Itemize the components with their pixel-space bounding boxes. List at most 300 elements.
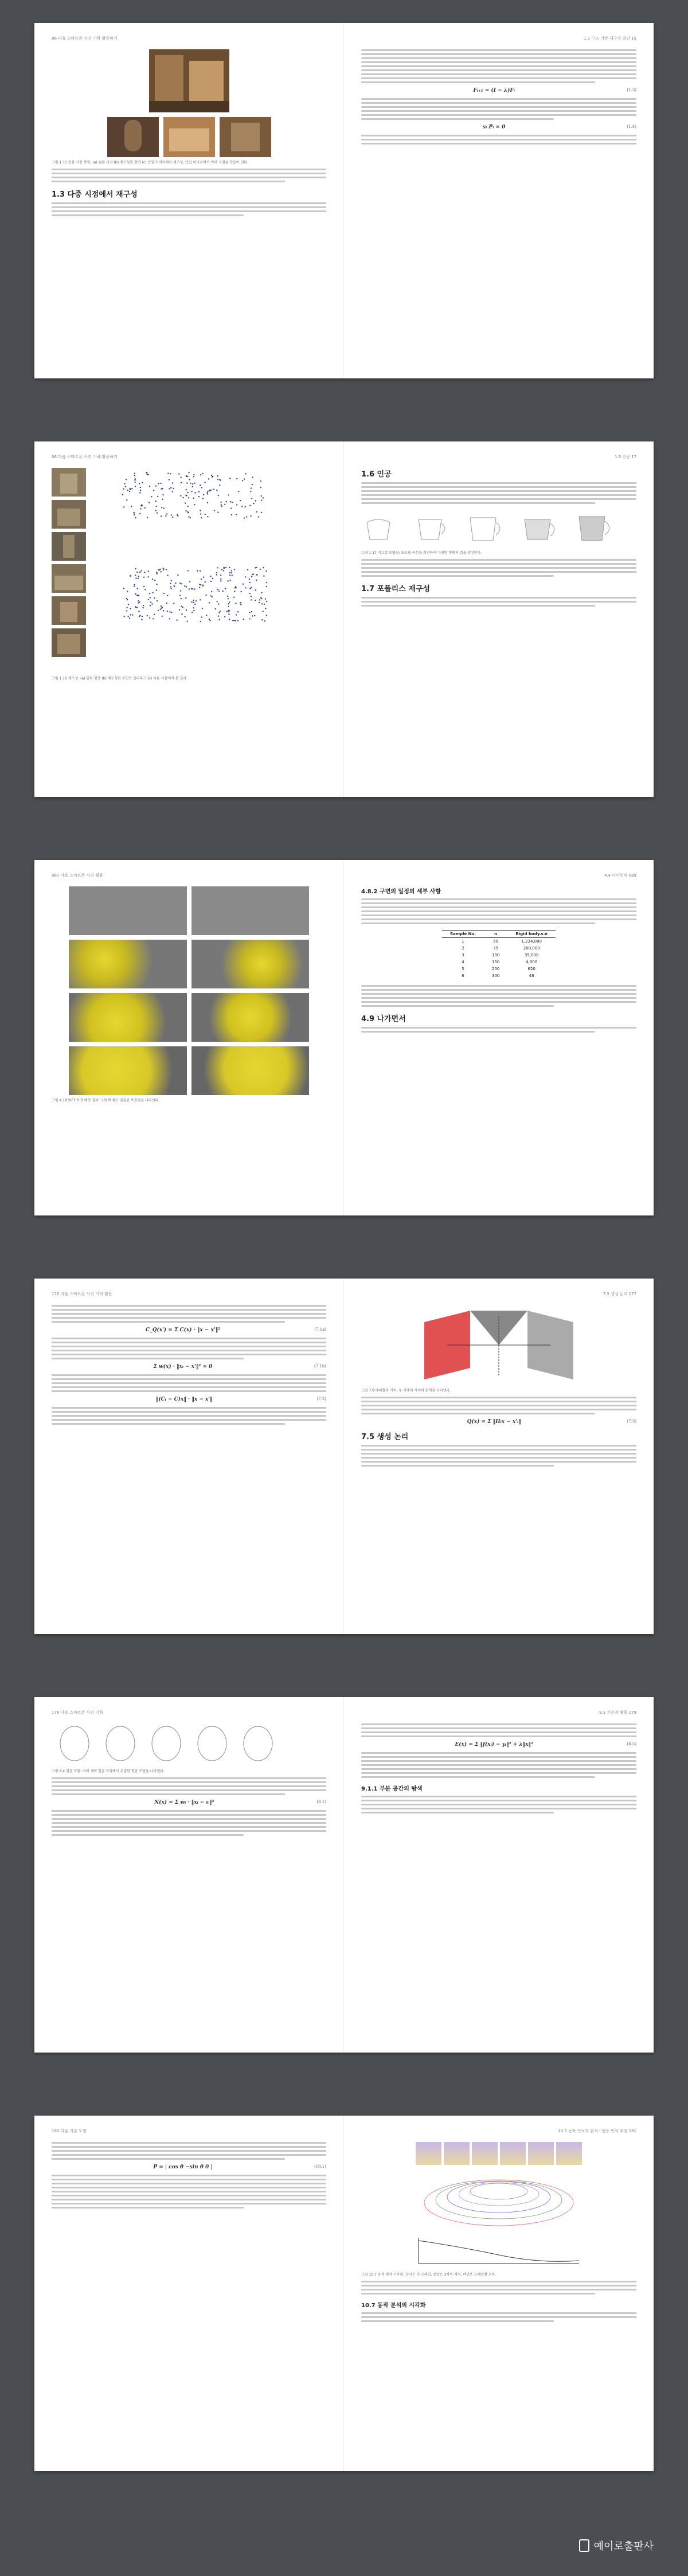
cloud-point (220, 580, 221, 581)
cloud-point (135, 577, 136, 578)
cloud-point (249, 588, 251, 589)
equation-number: (7.3) (627, 1419, 636, 1424)
cloud-point (251, 611, 252, 612)
cloud-point (136, 595, 138, 596)
cloud-point (227, 596, 228, 597)
cloud-point (230, 580, 231, 581)
page-left-3 (34, 860, 344, 1215)
cloud-point (187, 570, 189, 571)
thumbnail (52, 500, 86, 529)
table-row (442, 965, 556, 972)
cloud-point (134, 475, 135, 476)
section-heading: 10.7 동작 분석의 시각화 (361, 2303, 426, 2309)
cloud-point (205, 581, 206, 583)
cloud-point (191, 601, 192, 603)
cloud-point (154, 580, 155, 581)
cloud-point (130, 575, 131, 576)
page-right-2 (344, 441, 654, 797)
equation (361, 88, 636, 93)
cloud-point (176, 619, 177, 620)
cloud-point (144, 589, 146, 590)
cloud-point (123, 488, 124, 490)
cloud-point (206, 615, 207, 616)
cloud-point (223, 570, 224, 571)
cloud-point (259, 602, 260, 603)
cloud-point (210, 490, 212, 491)
cloud-point (220, 479, 221, 480)
cloud-point (142, 607, 143, 608)
cloud-point (135, 482, 136, 483)
cloud-point (193, 607, 194, 608)
cloud-point (161, 488, 162, 490)
cloud-point (223, 567, 224, 568)
cloud-point (252, 476, 253, 478)
cloud-point (242, 480, 243, 481)
cloud-point (188, 516, 189, 517)
figure-caption: 그림 1.17 머그컵 모델링: 프로필 곡선을 회전하여 다양한 형태의 컵을 생성한다. (361, 551, 482, 555)
cloud-point (218, 495, 219, 496)
cloud-point (148, 570, 149, 572)
cloud-point (265, 570, 267, 572)
cloud-point (173, 488, 174, 489)
cloud-point (225, 567, 226, 568)
cloud-point (210, 581, 212, 582)
section-heading: 1.6 인공 (361, 470, 392, 479)
cloud-point (172, 482, 173, 483)
cloud-point (263, 567, 264, 568)
table-cell: 5 (462, 967, 464, 971)
cloud-point (172, 517, 173, 518)
cloud-point (157, 513, 158, 514)
cloud-point (177, 514, 178, 515)
cloud-point (160, 483, 161, 484)
cloud-point (251, 576, 252, 577)
cloud-point (200, 484, 201, 486)
cloud-point (220, 502, 221, 503)
cloud-point (163, 610, 164, 611)
cloud-point (212, 578, 213, 579)
cloud-point (219, 484, 220, 486)
cloud-point (266, 582, 267, 583)
cloud-point (207, 516, 208, 517)
cloud-point (134, 514, 135, 515)
cloud-point (149, 593, 150, 594)
room-photo-large (149, 49, 229, 112)
cloud-point (244, 517, 245, 518)
cloud-point (200, 621, 201, 622)
cloud-point (153, 618, 154, 619)
cloud-point (260, 480, 261, 482)
cloud-point (246, 516, 247, 517)
cloud-point (130, 488, 131, 489)
cloud-point (249, 618, 251, 619)
keyframe (500, 2142, 526, 2165)
cloud-point (181, 583, 182, 584)
cloud-point (217, 567, 218, 568)
cloud-point (210, 576, 211, 577)
cloud-point (169, 479, 170, 480)
cloud-point (254, 615, 255, 616)
cloud-point (151, 496, 152, 497)
table-cell: 200,000 (523, 946, 540, 951)
cloud-point (198, 496, 200, 497)
section-heading: 4.8.2 구면의 일정의 세부 사항 (361, 889, 441, 895)
cloud-point (170, 588, 171, 589)
equation-number: (8.1) (316, 1800, 326, 1804)
equation (361, 124, 636, 130)
cloud-point (232, 574, 233, 576)
cloud-point (158, 483, 159, 484)
cloud-point (186, 489, 187, 490)
cloud-point (245, 587, 246, 588)
cloud-point (230, 501, 231, 502)
cloud-point (261, 598, 262, 599)
cloud-point (230, 507, 232, 509)
cloud-point (126, 479, 127, 480)
cloud-point (154, 614, 155, 615)
keyframe (528, 2142, 554, 2165)
cloud-point (217, 511, 218, 513)
cloud-point (233, 597, 234, 598)
cloud-point (184, 585, 185, 587)
cloud-point (204, 482, 205, 483)
cloud-point (157, 600, 158, 601)
running-header: 176 다음 스마트폰 사진 기하 활용 (52, 1292, 112, 1296)
cloud-point (177, 574, 178, 576)
cloud-point (128, 604, 129, 605)
cloud-point (258, 516, 259, 517)
cloud-point (256, 511, 257, 513)
table-row (442, 959, 556, 965)
cloud-point (200, 513, 201, 514)
cloud-point (218, 612, 220, 613)
cloud-point (131, 506, 132, 507)
cloud-point (228, 603, 229, 604)
cloud-point (245, 506, 246, 507)
table-cell: 50 (493, 939, 499, 944)
cloud-point (139, 601, 140, 603)
cloud-point (124, 483, 125, 484)
equation (361, 1419, 636, 1425)
cloud-point (181, 598, 182, 599)
book-spread-2 (34, 441, 654, 797)
running-header: 86 다음 스마트폰 사진 기하 활용하기 (52, 36, 118, 41)
equation (361, 1742, 636, 1748)
cloud-point (261, 500, 262, 501)
epipolar-diagram (413, 1305, 585, 1385)
cloud-point (169, 488, 170, 489)
cloud-point (202, 608, 203, 609)
cloud-point (218, 615, 219, 616)
keyframe (472, 2142, 498, 2165)
cloud-point (170, 473, 171, 474)
cloud-point (166, 603, 167, 604)
cloud-point (186, 482, 187, 483)
equation (52, 1364, 326, 1370)
publisher-name: 예이로출판사 (593, 2540, 654, 2552)
cloud-point (240, 602, 241, 603)
cloud-point (263, 611, 264, 612)
thumbnail (52, 628, 86, 657)
cloud-point (229, 574, 230, 576)
cloud-point (193, 600, 194, 601)
cloud-point (218, 603, 219, 604)
cloud-point (244, 478, 245, 479)
cloud-point (205, 514, 206, 515)
mug-sequence (361, 511, 631, 545)
cloud-point (138, 600, 139, 601)
cloud-point (180, 590, 181, 591)
cloud-point (234, 591, 235, 592)
cloud-point (199, 587, 200, 588)
cloud-point (203, 577, 204, 578)
cloud-point (186, 476, 187, 477)
cloud-point (193, 602, 194, 603)
cloud-point (202, 473, 204, 474)
cloud-point (144, 572, 145, 573)
cloud-point (188, 497, 189, 498)
table-cell: 4 (462, 960, 464, 964)
cloud-point (231, 572, 232, 573)
cloud-point (216, 490, 217, 491)
cloud-point (263, 497, 264, 498)
cloud-point (173, 603, 174, 604)
cloud-point (263, 576, 264, 577)
feature-grid (52, 886, 326, 1095)
cloud-point (189, 581, 190, 582)
cloud-point (187, 476, 188, 477)
cloud-point (226, 611, 227, 612)
keyframe (556, 2142, 582, 2165)
section-heading: 1.7 포플리스 재구성 (361, 585, 430, 593)
cloud-point (131, 488, 132, 489)
cloud-point (220, 574, 221, 576)
cloud-point (206, 492, 208, 493)
cloud-point (159, 569, 161, 570)
equation-body: Fᵢ₊₁ = (I − λ)Fᵢ (473, 88, 515, 93)
section-heading: 9.1.1 부분 공간의 탐색 (361, 1786, 423, 1792)
cloud-point (141, 505, 142, 506)
running-header: 06 다음 스마트폰 사진 기하 활용하기 (52, 455, 118, 459)
cloud-point (240, 604, 241, 605)
cloud-point (200, 510, 201, 511)
cloud-point (156, 584, 157, 585)
cloud-point (136, 588, 138, 589)
cloud-point (252, 615, 253, 616)
cloud-point (186, 586, 187, 587)
cloud-point (142, 482, 143, 483)
cloud-point (167, 574, 168, 576)
cloud-point (171, 514, 172, 515)
cloud-point (134, 586, 135, 587)
cloud-point (207, 493, 208, 494)
cloud-point (125, 486, 126, 487)
cloud-point (171, 580, 172, 581)
cloud-point (151, 603, 153, 604)
cloud-point (149, 617, 150, 619)
cloud-point (172, 491, 173, 492)
running-header: 1.6 인공 17 (614, 455, 636, 459)
cloud-point (201, 517, 202, 518)
cloud-point (219, 619, 220, 620)
cloud-point (194, 588, 195, 589)
building-photo (69, 886, 187, 935)
cloud-point (266, 601, 267, 602)
cloud-point (252, 574, 253, 575)
page-right-3 (344, 860, 654, 1215)
cloud-point (251, 498, 252, 499)
cloud-point (139, 616, 140, 617)
cloud-point (192, 588, 193, 589)
cloud-point (139, 492, 140, 493)
table-cell: 3 (462, 953, 464, 957)
cloud-point (256, 567, 257, 568)
cloud-point (126, 499, 127, 501)
table-row (442, 952, 556, 959)
cloud-point (211, 475, 212, 476)
cloud-point (143, 586, 144, 587)
cloud-point (251, 599, 252, 600)
cloud-point (266, 615, 267, 616)
cloud-point (222, 591, 224, 592)
cloud-point (135, 607, 136, 608)
cloud-point (193, 610, 194, 611)
running-header: 180 다음 기본 도형 (52, 2129, 87, 2133)
cloud-point (174, 585, 175, 587)
equation-number: (7.1b) (314, 1364, 326, 1369)
cloud-point (157, 496, 158, 497)
section-heading: 1.3 다중 시점에서 재구성 (52, 190, 138, 199)
cloud-point (224, 616, 225, 617)
cloud-point (205, 595, 206, 596)
cloud-point (155, 486, 157, 487)
cloud-point (162, 488, 163, 489)
equation-body: ‖(Cᵢ − C)x‖ · ‖x − x'‖ (155, 1397, 213, 1402)
book-spread-1 (34, 23, 654, 378)
cloud-point (201, 578, 202, 580)
page-left-1 (34, 23, 344, 378)
cloud-point (156, 589, 157, 591)
cloud-point (228, 613, 229, 615)
cloud-point (221, 504, 222, 505)
cloud-point (228, 610, 229, 611)
cloud-point (153, 490, 154, 491)
cloud-point (123, 616, 124, 617)
cloud-point (245, 576, 246, 577)
cloud-point (158, 610, 159, 611)
cloud-point (165, 515, 166, 517)
page-right-5 (344, 1697, 654, 2053)
cloud-point (127, 616, 128, 617)
cloud-point (126, 598, 127, 599)
cloud-point (261, 495, 262, 497)
cloud-point (130, 608, 131, 609)
cloud-point (185, 616, 186, 617)
table-cell: 1 (462, 939, 464, 944)
cloud-point (161, 515, 162, 517)
cloud-point (237, 611, 239, 612)
book-spread-5 (34, 1697, 654, 2053)
cloud-point (255, 567, 256, 568)
publisher-logo-icon (579, 2539, 589, 2552)
cloud-point (166, 513, 167, 514)
cloud-point (200, 599, 201, 600)
cloud-point (235, 603, 236, 604)
page-left-5 (34, 1697, 344, 2053)
page-right-4 (344, 1279, 654, 1634)
cloud-point (260, 569, 261, 570)
cloud-point (187, 621, 188, 622)
publisher-brand (579, 2538, 654, 2553)
cloud-point (162, 499, 163, 500)
cloud-point (162, 616, 163, 617)
cloud-point (255, 500, 256, 501)
cloud-point (126, 610, 127, 611)
cloud-point (249, 505, 251, 506)
cloud-point (201, 616, 202, 617)
cloud-point (123, 506, 124, 507)
cloud-point (169, 618, 170, 619)
cloud-point (135, 574, 136, 576)
cloud-point (236, 504, 237, 505)
table-cell: 620 (527, 967, 535, 971)
room-photo-a (107, 117, 159, 157)
table-header: Sample No. (450, 932, 476, 936)
cloud-point (199, 584, 200, 585)
table-cell: 150 (491, 960, 500, 964)
page-right-6 (344, 2116, 654, 2471)
equation (52, 1397, 326, 1402)
cloud-point (136, 607, 138, 608)
cloud-point (160, 608, 161, 609)
cloud-point (127, 490, 128, 491)
equation (52, 1800, 326, 1805)
cloud-point (150, 605, 151, 606)
table-row (442, 972, 556, 979)
thumbnail (52, 532, 86, 561)
cloud-point (161, 605, 162, 607)
cloud-point (167, 473, 169, 474)
cloud-point (135, 486, 136, 487)
cloud-point (123, 588, 124, 589)
cloud-point (198, 491, 200, 492)
cloud-point (229, 567, 230, 568)
cloud-point (236, 478, 237, 479)
cloud-point (250, 515, 251, 517)
room-photo-b (163, 117, 215, 157)
cloud-point (163, 507, 165, 509)
cloud-point (179, 583, 181, 584)
cloud-point (163, 569, 164, 570)
cloud-point (203, 494, 204, 495)
table-cell: 4,000 (526, 960, 538, 964)
cloud-point (186, 609, 187, 611)
cloud-point (129, 617, 130, 619)
data-table (442, 930, 556, 979)
cloud-point (140, 490, 141, 491)
equation-number: (7.1a) (314, 1327, 326, 1332)
cloud-point (187, 492, 188, 493)
cloud-point (232, 502, 233, 503)
thumbnail (52, 468, 86, 497)
cloud-point (209, 602, 210, 603)
feature-photo (69, 993, 187, 1042)
cloud-point (234, 620, 236, 621)
cloud-point (192, 486, 193, 487)
cloud-point (136, 572, 138, 573)
cloud-point (226, 501, 227, 502)
table-cell: 300 (491, 974, 500, 978)
